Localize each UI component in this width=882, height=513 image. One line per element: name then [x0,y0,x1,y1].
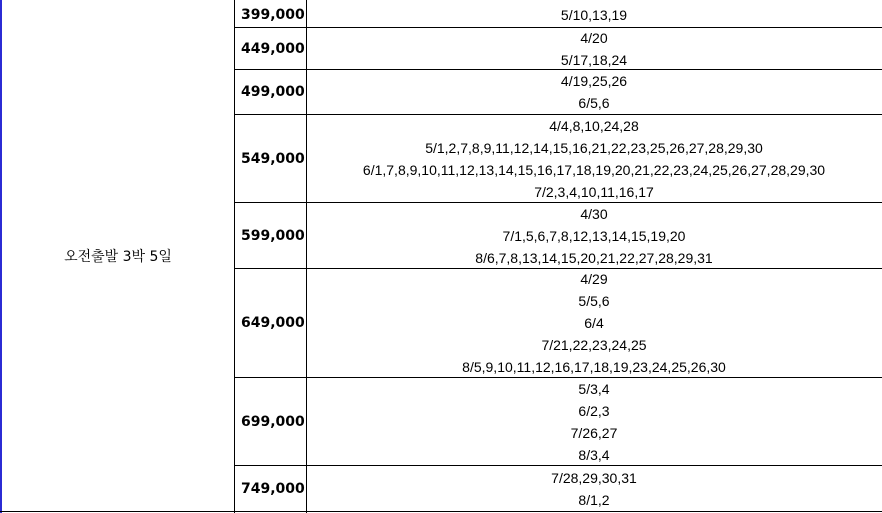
dates-cell [306,269,882,377]
column-divider [306,0,307,513]
table-row[interactable] [234,3,882,28]
date-line: 5/10,13,19 [560,7,628,23]
date-line: 7/21,22,23,24,25 [541,337,647,353]
table-row[interactable] [234,378,882,466]
date-line: 6/1,7,8,9,10,11,12,13,14,15,16,17,18,19,20,21,22,23,24,25,26,27,28,29,30 [362,161,826,178]
date-line: 4/29 [580,271,608,287]
date-line: 8/1,2 [578,491,610,508]
table-row[interactable] [234,70,882,115]
table-row[interactable] [234,269,882,378]
date-line: 6/4 [584,315,604,331]
date-line: 6/2,3 [578,402,610,419]
dates-cell [306,3,882,27]
date-line: 7/2,3,4,10,11,16,17 [534,183,654,200]
date-line: 8/5,9,10,11,12,16,17,18,19,23,24,25,26,30 [462,359,726,375]
price-cell: 649,000 [241,315,305,331]
table-row[interactable] [234,203,882,269]
price-cell: 399,000 [241,7,305,23]
date-line: 4/19,25,26 [560,73,628,89]
price-cell: 549,000 [241,150,305,167]
category-label: 오전출발 3박 5일 [64,248,172,265]
price-cell: 499,000 [241,84,305,100]
dates-cell [306,203,882,268]
table-row[interactable] [234,466,882,511]
date-line: 6/5,6 [578,95,610,111]
column-divider [234,0,235,513]
date-line: 4/20 [580,29,608,46]
dates-cell [306,466,882,511]
dates-cell [306,115,882,202]
price-cell: 699,000 [241,413,305,430]
date-line: 5/17,18,24 [560,51,628,68]
dates-cell [306,70,882,114]
price-cell: 449,000 [241,40,305,57]
date-line: 8/3,4 [578,446,610,463]
table-bottom-border [0,511,882,512]
date-line: 7/1,5,6,7,8,12,13,14,15,19,20 [502,227,686,244]
date-line: 5/1,2,7,8,9,11,12,14,15,16,21,22,23,25,26,27,28,29,30 [425,139,763,156]
date-line: 4/4,8,10,24,28 [549,117,639,134]
price-cell: 599,000 [241,227,305,244]
date-line: 7/28,29,30,31 [551,469,637,486]
date-line: 4/30 [580,205,608,222]
price-cell: 749,000 [241,480,305,497]
category-cell[interactable] [2,0,234,511]
table-row[interactable] [234,115,882,203]
dates-cell [306,28,882,69]
date-line: 8/6,7,8,13,14,15,20,21,22,27,28,29,31 [475,249,713,266]
dates-cell [306,378,882,465]
date-line: 5/3,4 [578,380,610,397]
date-line: 7/26,27 [570,424,618,441]
date-line: 5/5,6 [578,293,610,309]
table-row[interactable] [234,28,882,70]
